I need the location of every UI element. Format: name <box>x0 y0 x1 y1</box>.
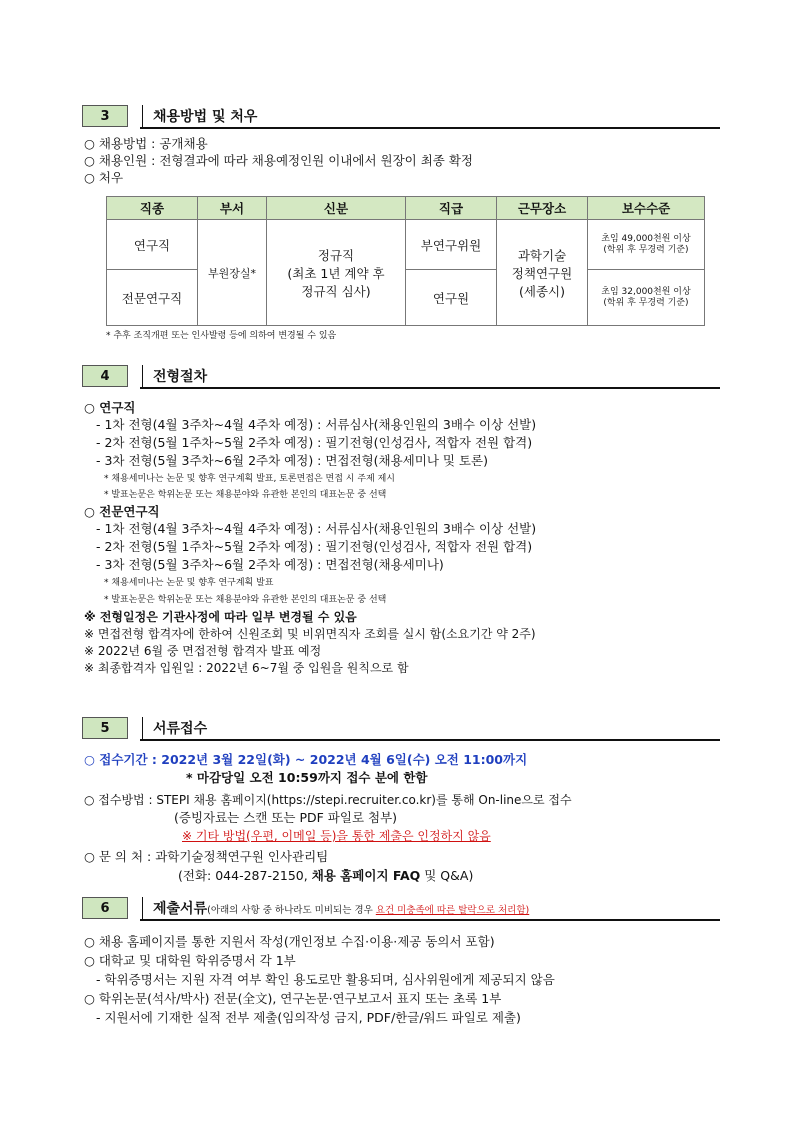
s6-item: ○ 채용 홈페이지를 통한 지원서 작성(개인정보 수집·이용·제공 동의서 포함) <box>84 934 495 949</box>
method-sub: (증빙자료는 스캔 또는 PDF 파일로 첨부) <box>174 810 398 825</box>
remark: ※ 최종합격자 입원일 : 2022년 6~7월 중 입원을 원칙으로 함 <box>84 661 409 675</box>
procedure-line: - 3차 전형(5월 3주차~6월 2주차 예정) : 면접전형(채용세미나 및 토론) <box>96 453 488 468</box>
application-method: ○ 접수방법 : STEPI 채용 홈페이지(https://stepi.recruiter.co.kr)를 통해 On-line으로 접수 <box>84 793 572 807</box>
contact-sub: (전화: 044-287-2150, 채용 홈페이지 FAQ 및 Q&A) <box>178 868 474 883</box>
section-number: 3 <box>82 105 128 127</box>
section-title: 제출서류(아래의 사항 중 하나라도 미비되는 경우 요건 미충족에 따른 탈락으로 처리함) <box>153 901 530 917</box>
s3-item: ○ 처우 <box>84 170 124 185</box>
table-header: 근무장소 <box>497 197 588 220</box>
method-warning: ※ 기타 방법(우편, 이메일 등)을 통한 제출은 인정하지 않음 <box>182 829 491 843</box>
s6-item: ○ 대학교 및 대학원 학위증명서 각 1부 <box>84 953 296 968</box>
section-5-header <box>82 716 207 740</box>
remark: ※ 면접전형 합격자에 한하여 신원조회 및 비위면직자 조회를 실시 함(소요기간 약 2주) <box>84 627 536 641</box>
procedure-note: * 채용세미나는 논문 및 향후 연구계획 발표, 토론면접은 면접 시 주제 제시 <box>104 474 395 484</box>
table-cell-status: 정규직 (최초 1년 계약 후 정규직 심사) <box>267 220 406 326</box>
table-header: 보수수준 <box>588 197 705 220</box>
s3-item: ○ 채용방법 : 공개채용 <box>84 136 208 151</box>
procedure-line: - 2차 전형(5월 1주차~5월 2주차 예정) : 필기전형(인성검사, 적합자 전원 합격) <box>96 539 533 554</box>
section-underline <box>140 919 720 921</box>
contact: ○ 문 의 처 : 과학기술정책연구원 인사관리팀 <box>84 849 329 864</box>
divider <box>142 717 143 739</box>
procedure-line: - 2차 전형(5월 1주차~5월 2주차 예정) : 필기전형(인성검사, 적합자 전원 합격) <box>96 435 533 450</box>
section-underline <box>140 739 720 741</box>
s6-item: ○ 학위논문(석사/박사) 전문(全文), 연구논문·연구보고서 표지 또는 초록 1부 <box>84 991 502 1006</box>
section-title: 서류접수 <box>153 721 208 737</box>
table-header: 신분 <box>267 197 406 220</box>
table-cell-rank: 부연구위원 <box>406 220 497 270</box>
section-number: 5 <box>82 717 128 739</box>
section-underline <box>140 127 720 129</box>
section-number: 4 <box>82 365 128 387</box>
group-title: ○ 연구직 <box>84 400 136 415</box>
section-title: 채용방법 및 처우 <box>153 109 258 125</box>
table-cell-job: 전문연구직 <box>107 270 198 326</box>
divider <box>142 105 143 127</box>
divider <box>142 365 143 387</box>
section-6-header <box>82 896 529 920</box>
divider <box>142 897 143 919</box>
section-number: 6 <box>82 897 128 919</box>
section-4-header <box>82 364 207 388</box>
procedure-line: - 1차 전형(4월 3주차~4월 4주차 예정) : 서류심사(채용인원의 3배수 이상 선발) <box>96 521 537 536</box>
remark-bold: ※ 전형일정은 기관사정에 따라 일부 변경될 수 있음 <box>84 610 357 624</box>
application-period: ○ 접수기간 : 2022년 3월 22일(화) ~ 2022년 4월 6일(수) 오전 11:00까지 <box>84 752 528 767</box>
s6-item: - 지원서에 기재한 실적 전부 제출(임의작성 금지, PDF/한글/워드 파일로 제출) <box>96 1010 521 1025</box>
deadline-note: * 마감당일 오전 10:59까지 접수 분에 한함 <box>186 770 428 785</box>
procedure-note: * 채용세미나는 논문 및 향후 연구계획 발표 <box>104 578 274 588</box>
procedure-note: * 발표논문은 학위논문 또는 채용분야와 유관한 본인의 대표논문 중 선택 <box>104 490 387 500</box>
procedure-note: * 발표논문은 학위논문 또는 채용분야와 유관한 본인의 대표논문 중 선택 <box>104 595 387 605</box>
group-title: ○ 전문연구직 <box>84 504 160 519</box>
table-cell-pay: 초임 32,000천원 이상 (학위 후 무경력 기준) <box>588 270 705 326</box>
procedure-line: - 3차 전형(5월 3주차~6월 2주차 예정) : 면접전형(채용세미나) <box>96 557 444 572</box>
procedure-line: - 1차 전형(4월 3주차~4월 4주차 예정) : 서류심사(채용인원의 3배수 이상 선발) <box>96 417 537 432</box>
treatment-table <box>106 196 705 326</box>
table-cell-dept: 부원장실* <box>198 220 267 326</box>
table-cell-rank: 연구원 <box>406 270 497 326</box>
table-footnote: * 추후 조직개편 또는 인사발령 등에 의하여 변경될 수 있음 <box>106 331 337 341</box>
table-cell-place: 과학기술 정책연구원 (세종시) <box>497 220 588 326</box>
table-cell-job: 연구직 <box>107 220 198 270</box>
section-title: 전형절차 <box>153 369 208 385</box>
table-header: 부서 <box>198 197 267 220</box>
section-underline <box>140 387 720 389</box>
remark: ※ 2022년 6월 중 면접전형 합격자 발표 예정 <box>84 644 322 658</box>
table-cell-pay: 초임 49,000천원 이상 (학위 후 무경력 기준) <box>588 220 705 270</box>
table-header: 직종 <box>107 197 198 220</box>
s3-item: ○ 채용인원 : 전형결과에 따라 채용예정인원 이내에서 원장이 최종 확정 <box>84 153 473 168</box>
table-header: 직급 <box>406 197 497 220</box>
section-3-header <box>82 104 257 128</box>
s6-item: - 학위증명서는 지원 자격 여부 확인 용도로만 활용되며, 심사위원에게 제공되지 않음 <box>96 972 555 987</box>
